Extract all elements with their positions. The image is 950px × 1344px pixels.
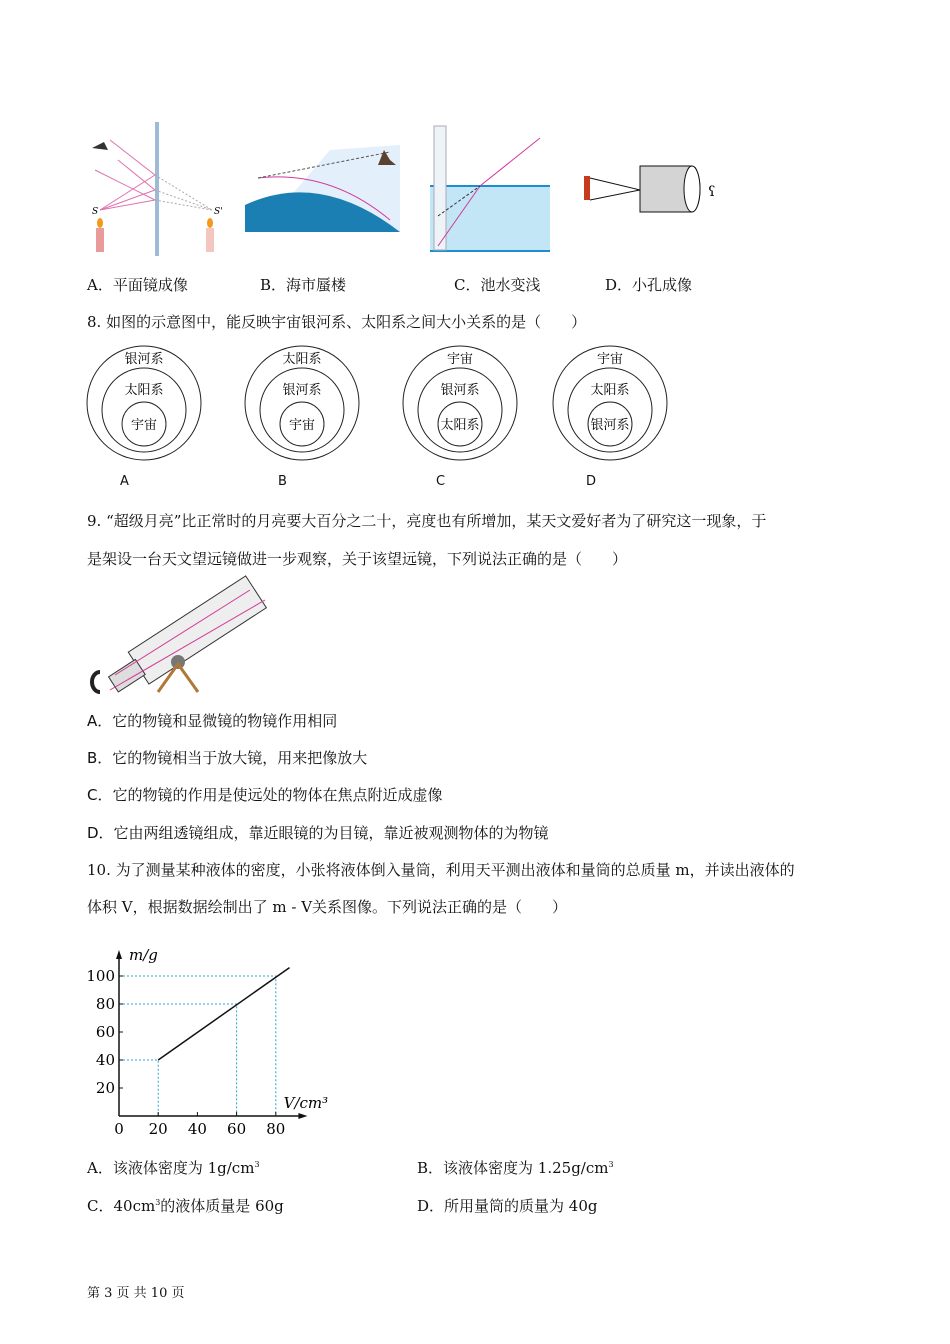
ring-label: 宇宙 [596, 352, 624, 367]
svg-text:S': S' [214, 207, 223, 217]
option-9d: D．它由两组透镜组成，靠近眼镜的为目镜，靠近被观测物体的为物镜 [87, 824, 549, 842]
x-arrow [298, 1113, 307, 1119]
series-line [158, 968, 289, 1060]
ring-label: 银河系 [282, 383, 322, 398]
y-tick-label: 100 [86, 967, 115, 985]
svg-text:ʕ: ʕ [708, 184, 716, 200]
guide-line [119, 1060, 158, 1116]
question-10-line1: 10. 为了测量某种液体的密度，小张将液体倒入量筒，利用天平测出液体和量筒的总质量 m，并读出液体的 [87, 861, 795, 879]
ring [568, 368, 652, 452]
ring [102, 368, 186, 452]
ring-label: 太阳系 [590, 383, 630, 398]
ring-label: 太阳系 [282, 352, 322, 367]
x-tick-label: 0 [114, 1120, 124, 1138]
page-footer: 第 3 页 共 10 页 [87, 1286, 185, 1301]
option-7d: D．小孔成像 [605, 276, 693, 294]
option-10b: B．该液体密度为 $1.25g/cm^3$ [417, 1159, 614, 1177]
ring [260, 368, 344, 452]
ring-label: 银河系 [124, 352, 164, 367]
y-arrow [116, 950, 122, 959]
y-tick-label: 20 [95, 1079, 115, 1097]
option-10d: D．所用量筒的质量为 40g [417, 1197, 598, 1215]
x-tick-label: 60 [227, 1120, 247, 1138]
y-tick-label: 40 [95, 1051, 115, 1069]
ring-label: 太阳系 [440, 418, 480, 433]
option-9a: A．它的物镜和显微镜的物镜作用相同 [87, 712, 338, 730]
question-10-line2: 体积 V，根据数据绘制出了 m - V关系图像。下列说法正确的是（ ） [87, 898, 568, 916]
option-7b: B．海市蜃楼 [260, 276, 347, 294]
ring-label: 银河系 [590, 418, 630, 433]
x-axis-label: V/cm³ [283, 1094, 329, 1112]
question-9-line1: 9. “超级月亮”比正常时的月亮要大百分之二十，亮度也有所增加，某天文爱好者为了研究这一现象，于 [87, 512, 767, 530]
option-7a: A．平面镜成像 [87, 276, 188, 294]
ring-label: 宇宙 [446, 352, 474, 367]
diagram-label: D [586, 474, 597, 489]
ring-label: 宇宙 [130, 418, 158, 433]
diagram-label: A [120, 474, 129, 489]
question-8-stem: 8. 如图的示意图中，能反映宇宙银河系、太阳系之间大小关系的是（ ） [87, 313, 587, 331]
diagram-label: C [436, 474, 446, 489]
option-9b: B．它的物镜相当于放大镜，用来把像放大 [87, 749, 368, 767]
option-10c: C．$40cm^3$的液体质量是 60g [87, 1197, 284, 1215]
guide-line [119, 976, 276, 1116]
ring-label: 太阳系 [124, 383, 164, 398]
x-tick-label: 40 [187, 1120, 207, 1138]
option-9c: C．它的物镜的作用是使远处的物体在焦点附近成虚像 [87, 786, 443, 804]
y-tick-label: 80 [95, 995, 115, 1013]
diagram-label: B [278, 474, 287, 489]
question-9-line2: 是架设一台天文望远镜做进一步观察，关于该望远镜，下列说法正确的是（ ） [87, 550, 628, 568]
y-tick-label: 60 [95, 1023, 115, 1041]
ring [418, 368, 502, 452]
ring-label: 银河系 [440, 383, 480, 398]
ring-label: 宇宙 [288, 418, 316, 433]
x-tick-label: 20 [148, 1120, 168, 1138]
x-tick-label: 80 [266, 1120, 286, 1138]
y-axis-label: m/g [129, 946, 158, 964]
option-7c: C．池水变浅 [454, 276, 541, 294]
option-10a: A．该液体密度为 $1g/cm^3$ [87, 1159, 260, 1177]
svg-text:S: S [92, 207, 99, 217]
